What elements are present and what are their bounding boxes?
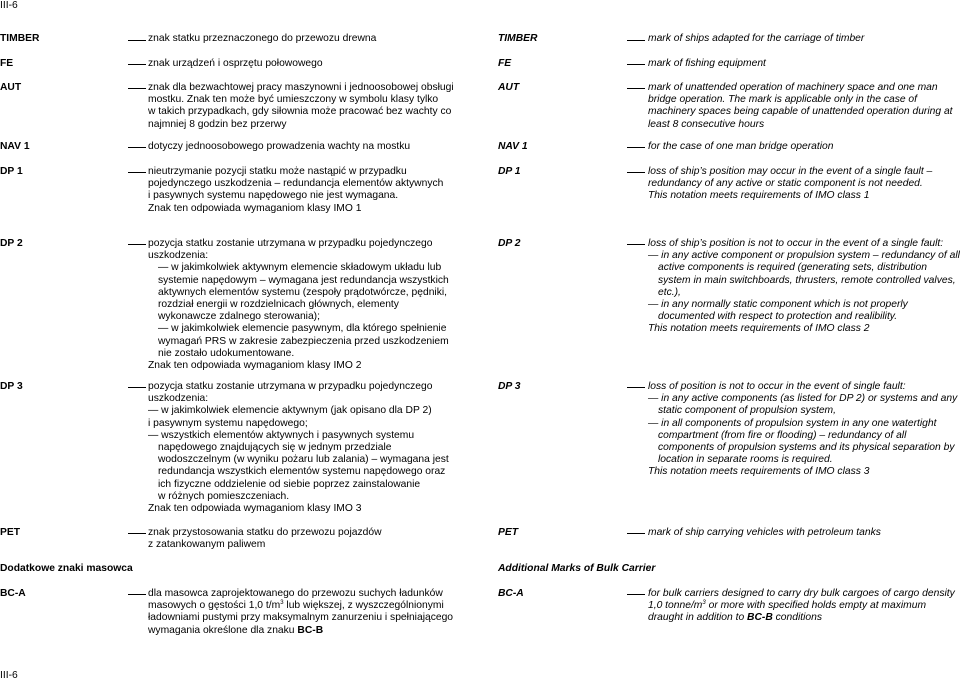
en-line: documented with respect to protection and realibility. xyxy=(658,311,898,323)
en-line: mark of ship carrying vehicles with petroleum tanks xyxy=(648,527,881,538)
en-line: loss of ship’s position may occur in the event of a single fault – xyxy=(648,166,933,177)
pl-line: znak dla bezwachtowej pracy maszynowni i jednoosobowej obsługi xyxy=(148,82,454,93)
en-term: DP 1 xyxy=(498,166,521,177)
en-text: or more with specified holds empty at maximum xyxy=(705,600,927,612)
pl-line: pozycja statku zostanie utrzymana w przypadku pojedynczego xyxy=(148,238,433,249)
en-term: FE xyxy=(498,58,512,69)
pl-line: napędowego znajdujących się w jednym przedziale xyxy=(158,442,392,454)
pl-line: nieutrzymanie pozycji statku może nastąpić w przypadku xyxy=(148,166,407,177)
dash-line xyxy=(128,387,146,388)
pl-term: DP 2 xyxy=(0,238,23,249)
en-line: loss of position is not to occur in the event of single fault: xyxy=(648,381,906,392)
dash-line xyxy=(627,40,645,41)
pl-line: — w jakimkolwiek elemencie pasywnym, dla którego spełnienie xyxy=(158,323,447,335)
en-line: machinery spaces being capable of unattended operation during at xyxy=(648,106,953,118)
dash-line xyxy=(128,172,146,173)
en-line: bridge operation. The mark is applicable only in the case of xyxy=(648,94,918,106)
section-heading-en: Additional Marks of Bulk Carrier xyxy=(498,563,656,574)
pl-term: PET xyxy=(0,527,21,538)
en-term: AUT xyxy=(498,82,520,93)
pl-line: ładowniami pustymi przy maksymalnym zanurzeniu i spełniającego xyxy=(148,612,454,624)
en-line: — in any normally static component which is not properly xyxy=(648,299,908,311)
en-line: for the case of one man bridge operation xyxy=(648,141,834,152)
pl-term: NAV 1 xyxy=(0,141,30,152)
pl-line: w różnych pomieszczeniach. xyxy=(158,490,290,502)
dash-line xyxy=(627,244,645,245)
dash-line xyxy=(128,40,146,41)
en-line: This notation meets requirements of IMO class 1 xyxy=(648,190,870,202)
pl-text: wymagania określone dla znaku xyxy=(148,624,298,636)
dash-line xyxy=(128,147,146,148)
pl-description xyxy=(148,166,443,215)
pl-line xyxy=(148,600,453,612)
pl-term: DP 1 xyxy=(0,166,23,177)
pl-description xyxy=(148,238,449,372)
en-text: conditions xyxy=(772,612,823,624)
section-heading-pl: Dodatkowe znaki masowca xyxy=(0,563,133,574)
en-line: least 8 consecutive hours xyxy=(648,118,765,130)
en-text: draught in addition to xyxy=(648,612,748,624)
en-line: redundancy of any active or static component is not needed. xyxy=(648,178,923,190)
en-description xyxy=(648,238,960,336)
pl-text: lub większej, z wyszczególnionymi xyxy=(283,600,444,612)
en-term: NAV 1 xyxy=(498,141,528,152)
en-line: system in main switchboards, thrusters, remote controlled valves, xyxy=(658,274,956,286)
en-term: BC-A xyxy=(498,588,524,599)
en-term: TIMBER xyxy=(498,33,538,44)
pl-line: redundancja wszystkich elementów systemu napędowego oraz xyxy=(158,466,446,478)
pl-description xyxy=(148,58,323,70)
pl-term: BC-A xyxy=(0,588,26,599)
en-bold-term: BC-B xyxy=(747,612,773,624)
en-description xyxy=(648,82,953,131)
en-line: loss of ship’s position is not to occur in the event of a single fault: xyxy=(648,238,944,249)
page-header-label: III-6 xyxy=(0,0,18,11)
en-line xyxy=(648,612,955,624)
en-line: — in any active components (as listed for DP 2) or systems and any xyxy=(648,393,958,405)
en-description xyxy=(648,381,957,479)
en-description xyxy=(648,166,932,203)
pl-line xyxy=(148,625,453,637)
pl-line: dotyczy jednoosobowego prowadzenia wachty na mostku xyxy=(148,141,411,152)
dash-line xyxy=(627,594,645,595)
superscript: 3 xyxy=(702,600,706,607)
en-line: static component of propulsion system, xyxy=(658,405,836,417)
pl-line: Znak ten odpowiada wymaganiom klasy IMO 2 xyxy=(148,360,362,372)
pl-description xyxy=(148,381,449,515)
dash-line xyxy=(128,533,146,534)
pl-term: DP 3 xyxy=(0,381,23,392)
en-line: etc.), xyxy=(658,286,681,298)
pl-term: FE xyxy=(0,58,14,69)
pl-description xyxy=(148,141,410,153)
en-text: 1,0 tonne/m xyxy=(648,600,703,612)
pl-term: AUT xyxy=(0,82,22,93)
pl-description xyxy=(148,588,453,637)
pl-line: w takich przypadkach, gdy siłownia może pracować bez wachty co xyxy=(148,106,452,118)
en-line: This notation meets requirements of IMO class 2 xyxy=(648,323,870,335)
en-line: This notation meets requirements of IMO class 3 xyxy=(648,466,870,478)
en-line: compartment (from fire or flooding) – redundancy of all xyxy=(658,429,907,441)
dash-line xyxy=(627,533,645,534)
pl-line: i pasywnych systemu napędowego nie jest wymagana. xyxy=(148,190,399,202)
pl-line: z zatankowanym paliwem xyxy=(148,539,266,551)
pl-line: aktywnych elementów systemu (zespoły prądotwórcze, pędniki, xyxy=(158,286,448,298)
superscript: 3 xyxy=(280,600,284,607)
pl-line: najmniej 8 godzin bez przerwy xyxy=(148,118,287,130)
pl-bold-term: BC-B xyxy=(297,624,324,636)
pl-line: nie zostało udokumentowane. xyxy=(158,347,295,359)
dash-line xyxy=(128,244,146,245)
pl-line: rozdział energii w rozdzielnicach głównych, elementy xyxy=(158,299,399,311)
pl-line: — w jakimkolwiek elemencie aktywnym (jak opisano dla DP 2) xyxy=(148,405,432,417)
dash-line xyxy=(128,88,146,89)
en-line: — in any active component or propulsion system – redundancy of all xyxy=(648,250,960,262)
en-line: mark of ships adapted for the carriage of timber xyxy=(648,33,865,44)
en-line: mark of fishing equipment xyxy=(648,58,766,69)
pl-line: — w jakimkolwiek aktywnym elemencie składowym układu lub xyxy=(158,262,442,274)
page-footer-label: III-6 xyxy=(0,670,18,681)
pl-text: masowych o gęstości 1,0 t/m xyxy=(148,600,281,612)
en-term: DP 3 xyxy=(498,381,521,392)
dash-line xyxy=(128,64,146,65)
en-term: PET xyxy=(498,527,519,538)
pl-line: wykonawcze zdalnego sterowania); xyxy=(158,311,320,323)
dash-line xyxy=(627,387,645,388)
en-description xyxy=(648,588,955,625)
pl-line: uszkodzenia: xyxy=(148,393,209,405)
dash-line xyxy=(627,172,645,173)
pl-line: mostku. Znak ten może być umieszczony w symbolu klasy tylko xyxy=(148,94,439,106)
en-line: for bulk carriers designed to carry dry bulk cargoes of cargo density xyxy=(648,588,955,599)
pl-line: dla masowca zaprojektowanego do przewozu suchych ładunków xyxy=(148,588,443,599)
en-line: mark of unattended operation of machinery space and one man xyxy=(648,82,938,93)
en-line: active components is required (generating sets, distribution xyxy=(658,262,928,274)
pl-description xyxy=(148,527,382,551)
pl-line: znak przystosowania statku do przewozu pojazdów xyxy=(148,527,382,538)
pl-term: TIMBER xyxy=(0,33,40,44)
en-line xyxy=(648,600,955,612)
en-description xyxy=(648,527,881,539)
pl-line: pozycja statku zostanie utrzymana w przypadku pojedynczego xyxy=(148,381,433,392)
en-line: components of propulsion systems and its physical separation by xyxy=(658,442,955,454)
pl-line: Znak ten odpowiada wymaganiom klasy IMO 1 xyxy=(148,202,362,214)
en-description xyxy=(648,33,864,45)
en-term: DP 2 xyxy=(498,238,521,249)
pl-line: pojedynczego uszkodzenia – redundancja elementów aktywnych xyxy=(148,178,444,190)
pl-line: uszkodzenia: xyxy=(148,250,209,262)
dash-line xyxy=(627,88,645,89)
pl-line: systemie napędowym – wymagana jest redundancja wszystkich xyxy=(158,274,449,286)
pl-line: Znak ten odpowiada wymaganiom klasy IMO 3 xyxy=(148,503,362,515)
en-description xyxy=(648,58,766,70)
pl-line: ich fizyczne oddzielenie od siebie poprzez zainstalowanie xyxy=(158,478,421,490)
pl-line: znak statku przeznaczonego do przewozu drewna xyxy=(148,33,377,44)
pl-line: znak urządzeń i osprzętu połowowego xyxy=(148,58,323,69)
dash-line xyxy=(627,64,645,65)
pl-line: wymagań PRS w zakresie zabezpieczenia przed uszkodzeniem xyxy=(158,335,449,347)
pl-description xyxy=(148,82,454,131)
pl-line: i pasywnym systemu napędowego; xyxy=(148,417,308,429)
dash-line xyxy=(128,594,146,595)
en-description xyxy=(648,141,833,153)
en-line: location in separate rooms is required. xyxy=(658,454,833,466)
en-line: — in all components of propulsion system in any one watertight xyxy=(648,417,937,429)
pl-line: — wszystkich elementów aktywnych i pasywnych systemu xyxy=(148,429,415,441)
pl-line: wodoszczelnym (w wyniku pożaru lub zalania) – wymagana jest xyxy=(158,454,449,466)
pl-description xyxy=(148,33,376,45)
dash-line xyxy=(627,147,645,148)
